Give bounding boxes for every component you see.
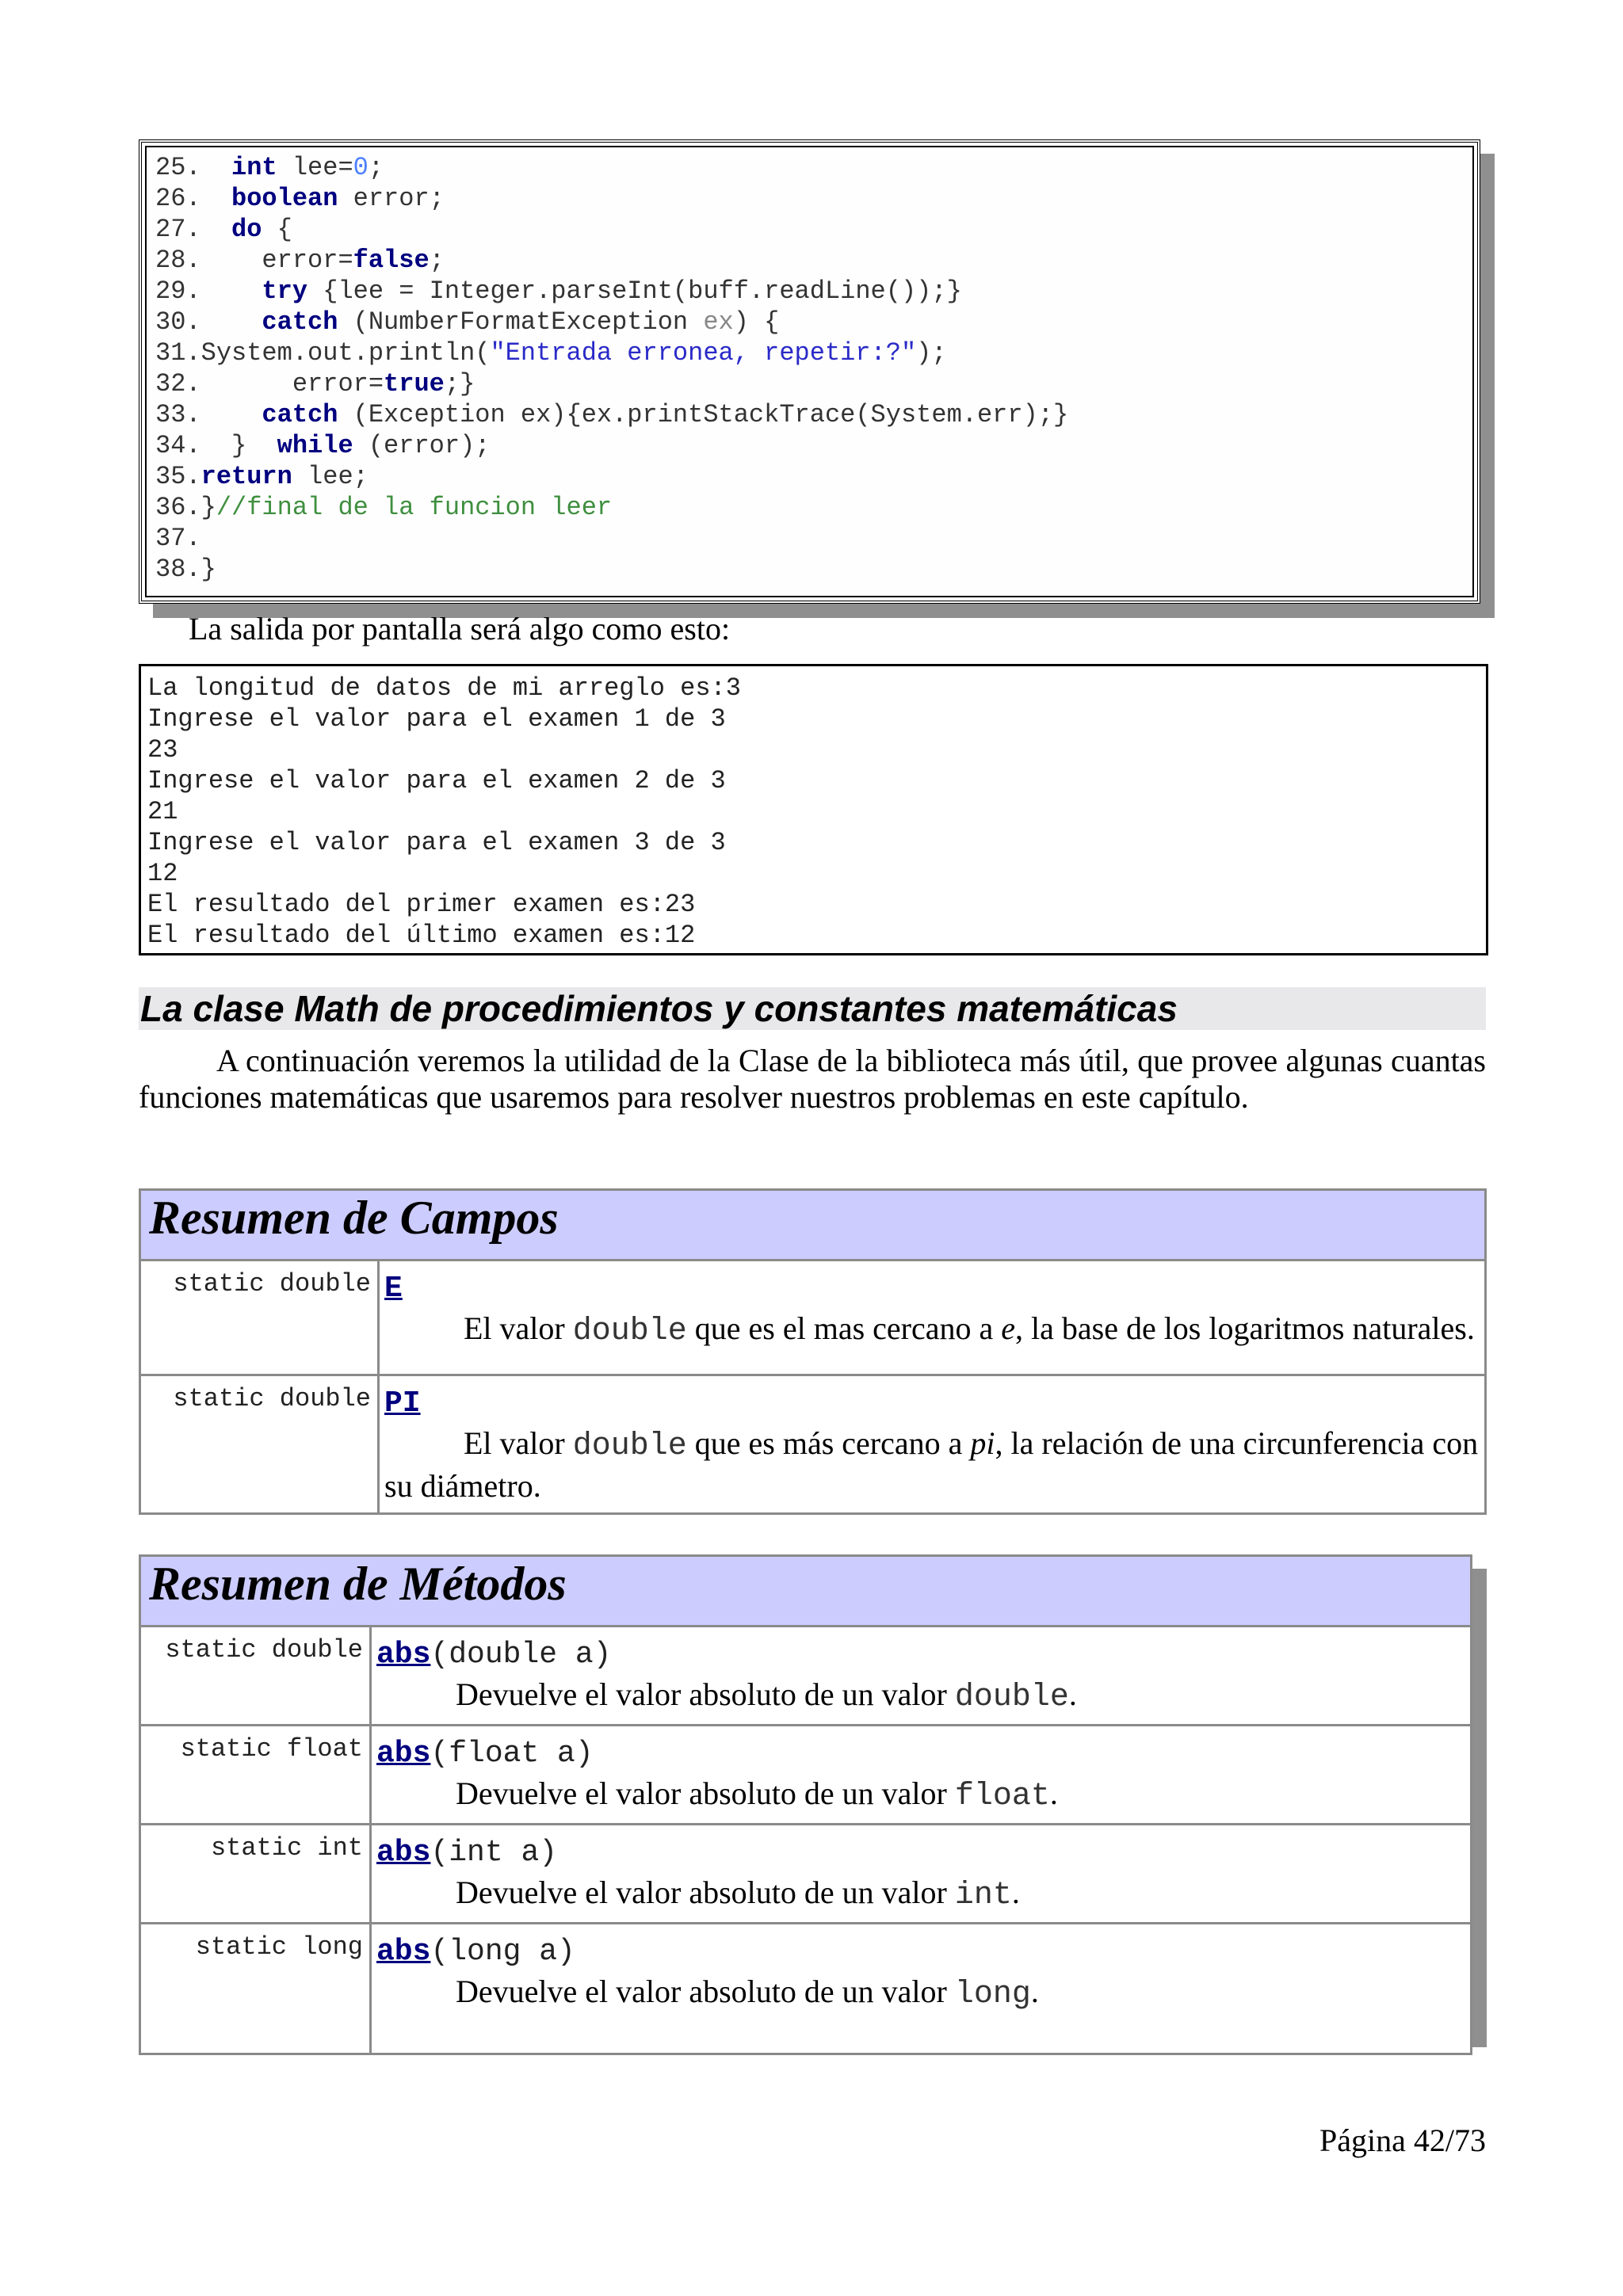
field-description-part: double — [572, 1314, 687, 1349]
code-token: 38.} — [155, 555, 216, 584]
method-signature — [376, 1632, 1465, 1675]
method-description — [376, 1972, 1465, 2015]
code-token: {lee = Integer.parseInt(buff.readLine());} — [307, 277, 962, 306]
method-signature — [376, 1731, 1465, 1774]
field-description-part: e — [1001, 1310, 1015, 1346]
method-description-end: . — [1030, 1974, 1039, 2009]
page-number: Página 42/73 — [1319, 2122, 1486, 2158]
field-row — [140, 1375, 1486, 1514]
code-line — [155, 554, 1068, 585]
code-token: ex — [703, 307, 734, 337]
code-token: boolean — [231, 184, 338, 213]
code-token: 35. — [155, 462, 201, 491]
code-line — [155, 430, 1068, 461]
field-row — [140, 1261, 1486, 1375]
field-description-part: , la relación de una circunferencia con su diámetro. — [384, 1425, 1479, 1504]
code-token: ) { — [733, 307, 780, 337]
fields-table-title: Resumen de Campos — [140, 1190, 1486, 1261]
method-description-cell — [371, 1924, 1472, 2054]
method-description — [376, 1873, 1465, 1916]
output-line: El resultado del primer examen es:23 — [147, 890, 696, 919]
section-heading: La clase Math de procedimientos y constantes matemáticas — [139, 987, 1486, 1030]
field-description-part: double — [572, 1428, 687, 1464]
code-line — [155, 307, 1068, 338]
field-description-part: El valor — [464, 1425, 573, 1461]
method-name-link[interactable]: abs — [376, 1638, 431, 1672]
code-line — [155, 338, 1068, 368]
method-params: (long a) — [430, 1935, 575, 1969]
methods-table-wrapper — [139, 1554, 1472, 2033]
code-token: 33. — [155, 400, 262, 429]
method-description — [376, 1774, 1465, 1817]
code-token: 34. } — [155, 431, 277, 460]
code-token: int — [231, 153, 277, 182]
code-token: 25. — [155, 153, 232, 182]
code-token: lee; — [292, 462, 369, 491]
method-row — [140, 1627, 1472, 1726]
code-line — [155, 152, 1068, 183]
code-token: true — [384, 369, 445, 399]
output-line: La longitud de datos de mi arreglo es:3 — [147, 673, 741, 703]
output-line: El resultado del último examen es:12 — [147, 921, 696, 950]
method-description-end: . — [1011, 1875, 1020, 1910]
code-token: { — [262, 215, 292, 244]
method-description-text: Devuelve el valor absoluto de un valor — [456, 1875, 955, 1910]
code-token: "Entrada erronea, repetir:?" — [490, 338, 917, 368]
code-token: 29. — [155, 277, 262, 306]
code-token: ; — [368, 153, 384, 182]
field-description-part: El valor — [464, 1310, 573, 1346]
method-row — [140, 1825, 1472, 1924]
field-description-part: pi — [970, 1425, 995, 1461]
code-token: try — [262, 277, 308, 306]
method-signature — [376, 1830, 1465, 1873]
method-description — [376, 1675, 1465, 1718]
code-line — [155, 214, 1068, 245]
output-intro-text: La salida por pantalla será algo como esto: — [189, 611, 731, 646]
method-return-type: static long — [140, 1924, 371, 2054]
code-token: (error); — [353, 431, 491, 460]
method-params: (double a) — [430, 1638, 612, 1672]
method-row — [140, 1924, 1472, 2054]
output-line: Ingrese el valor para el examen 1 de 3 — [147, 704, 726, 734]
code-token: ); — [916, 338, 947, 368]
method-description-text: Devuelve el valor absoluto de un valor — [456, 1974, 955, 2009]
method-description-type: long — [954, 1977, 1031, 2012]
output-line: Ingrese el valor para el examen 2 de 3 — [147, 766, 726, 795]
method-description-text: Devuelve el valor absoluto de un valor — [456, 1775, 955, 1811]
method-name-link[interactable]: abs — [376, 1935, 431, 1969]
fields-summary-table — [139, 1188, 1487, 1515]
method-description-cell — [371, 1726, 1472, 1825]
method-description-end: . — [1068, 1676, 1077, 1712]
method-name-link[interactable]: abs — [376, 1836, 431, 1870]
code-token: 28. error= — [155, 246, 353, 275]
field-description-cell — [379, 1261, 1486, 1375]
code-token: 0 — [353, 153, 369, 182]
code-token: //final de la funcion leer — [216, 493, 613, 522]
output-line: 12 — [147, 859, 178, 888]
code-token: 36.} — [155, 493, 216, 522]
code-line — [155, 399, 1068, 430]
field-description-part: , la base de los logaritmos naturales. — [1015, 1310, 1475, 1346]
code-line — [155, 183, 1068, 214]
code-line — [155, 245, 1068, 276]
method-description-cell — [371, 1627, 1472, 1726]
intro-paragraph: A continuación veremos la utilidad de la Clase de la biblioteca más útil, que provee algunas cuantas funciones matemáticas que usaremos para resolver nuestros problemas en este capítulo. — [139, 1043, 1486, 1115]
field-modifier: static double — [140, 1261, 379, 1375]
code-token: 26. — [155, 184, 232, 213]
code-token: do — [231, 215, 262, 244]
code-listing-box — [139, 139, 1480, 604]
method-description-text: Devuelve el valor absoluto de un valor — [456, 1676, 955, 1712]
field-description — [384, 1309, 1480, 1352]
output-line: Ingrese el valor para el examen 3 de 3 — [147, 828, 726, 857]
code-token: lee= — [277, 153, 353, 182]
output-line: 21 — [147, 797, 178, 826]
code-line — [155, 276, 1068, 307]
console-output — [147, 673, 741, 951]
method-return-type: static float — [140, 1726, 371, 1825]
code-token: catch — [262, 400, 338, 429]
field-name-link[interactable]: E — [384, 1272, 403, 1306]
code-token: (NumberFormatException — [338, 307, 704, 337]
method-name-link[interactable]: abs — [376, 1737, 431, 1771]
method-return-type: static double — [140, 1627, 371, 1726]
field-description-part: que es más cercano a — [686, 1425, 971, 1461]
method-signature — [376, 1929, 1465, 1972]
method-params: (int a) — [430, 1836, 558, 1870]
method-return-type: static int — [140, 1825, 371, 1924]
method-description-type: int — [954, 1878, 1012, 1913]
code-line — [155, 523, 1068, 554]
code-token: 32. error= — [155, 369, 384, 399]
field-modifier: static double — [140, 1375, 379, 1514]
console-output-box — [139, 664, 1488, 955]
code-line — [155, 492, 1068, 523]
method-description-end: . — [1049, 1775, 1058, 1811]
field-description — [384, 1424, 1480, 1506]
code-token: 27. — [155, 215, 232, 244]
code-token: ;} — [444, 369, 475, 399]
method-description-type: double — [954, 1680, 1069, 1715]
code-token: catch — [262, 307, 338, 337]
code-token: false — [353, 246, 430, 275]
code-token: while — [277, 431, 353, 460]
code-line — [155, 368, 1068, 399]
code-token: 37. — [155, 524, 201, 553]
method-description-cell — [371, 1825, 1472, 1924]
code-token: (Exception ex){ex.printStackTrace(System.err);} — [338, 400, 1069, 429]
code-token: ; — [429, 246, 445, 275]
method-description-type: float — [954, 1779, 1050, 1814]
methods-summary-table — [139, 1554, 1472, 2055]
code-listing — [155, 152, 1068, 585]
code-token: return — [200, 462, 292, 491]
methods-table-title: Resumen de Métodos — [140, 1556, 1472, 1627]
output-line: 23 — [147, 735, 178, 765]
field-description-part: que es el mas cercano a — [686, 1310, 1002, 1346]
code-token: error; — [338, 184, 445, 213]
code-token: 31.System.out.println( — [155, 338, 491, 368]
code-line — [155, 461, 1068, 492]
method-row — [140, 1726, 1472, 1825]
code-token: 30. — [155, 307, 262, 337]
method-params: (float a) — [430, 1737, 594, 1771]
field-name-link[interactable]: PI — [384, 1386, 421, 1421]
field-description-cell — [379, 1375, 1486, 1514]
